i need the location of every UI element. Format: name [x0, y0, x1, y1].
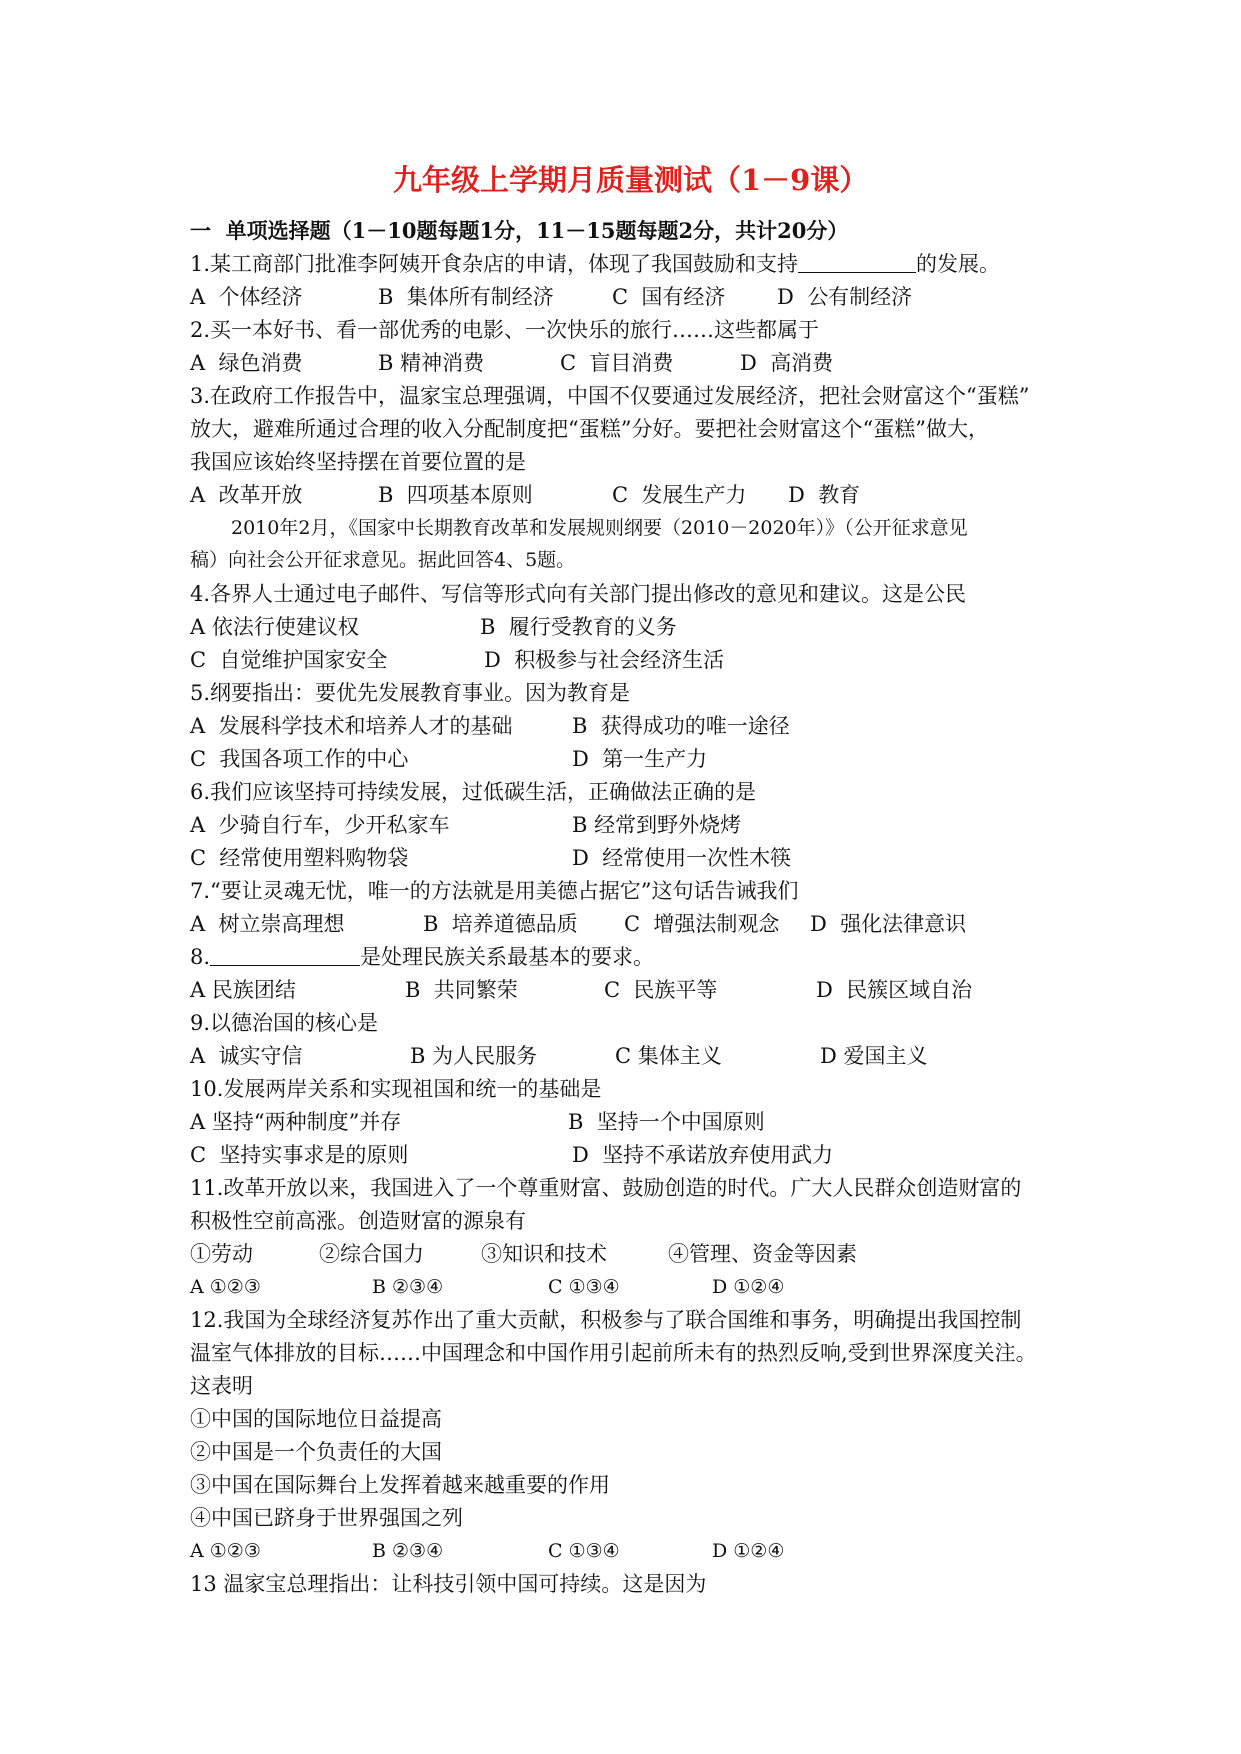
question-4-stem: 4.各界人士通过电子邮件、写信等形式向有关部门提出修改的意见和建议。这是公民: [190, 582, 967, 606]
option-10d: D 坚持不承诺放弃使用武力: [572, 1143, 834, 1167]
option-1b: B 集体所有制经济: [378, 285, 554, 309]
question-11-stem: 积极性空前高涨。创造财富的源泉有: [190, 1209, 526, 1233]
option-6b: B 经常到野外烧烤: [572, 813, 742, 837]
question-1-stem-end: 的发展。: [916, 252, 1001, 276]
option-3b: B 四项基本原则: [378, 483, 533, 507]
option-3c: C 发展生产力: [612, 483, 747, 507]
option-5c: C 我国各项工作的中心: [190, 747, 409, 771]
option-5d: D 第一生产力: [572, 747, 708, 771]
option-9d: D 爱国主义: [820, 1044, 928, 1068]
option-1d: D 公有制经济: [777, 285, 913, 309]
statement-12-1: ①中国的国际地位日益提高: [190, 1407, 442, 1431]
question-3-stem: 放大，避难所通过合理的收入分配制度把“蛋糕”分好。要把社会财富这个“蛋糕”做大，: [190, 417, 989, 441]
option-10a: A 坚持“两种制度”并存: [190, 1110, 402, 1134]
option-12d: D ①②④: [712, 1540, 785, 1562]
question-8-number: 8.: [190, 945, 211, 969]
page-title: 九年级上学期月质量测试（1－9课）: [393, 163, 869, 197]
question-12-stem: 12.我国为全球经济复苏作出了重大贡献，积极参与了联合国维和事务，明确提出我国控制: [190, 1308, 1022, 1332]
option-9b: B 为人民服务: [410, 1044, 538, 1068]
option-4b: B 履行受教育的义务: [480, 615, 677, 639]
option-4c: C 自觉维护国家安全: [190, 648, 388, 672]
statement-12-3: ③中国在国际舞台上发挥着越来越重要的作用: [190, 1473, 610, 1497]
option-5a: A 发展科学技术和培养人才的基础: [190, 714, 513, 738]
question-6-stem: 6.我们应该坚持可持续发展，过低碳生活，正确做法正确的是: [190, 780, 757, 804]
option-1a: A 个体经济: [190, 285, 303, 309]
answer-blank: [210, 943, 360, 966]
question-12-stem: 这表明: [190, 1374, 253, 1398]
question-7-stem: 7.“要让灵魂无忧，唯一的方法就是用美德占据它”这句话告诫我们: [190, 879, 799, 903]
option-11d: D ①②④: [712, 1276, 785, 1298]
option-3d: D 教育: [788, 483, 861, 507]
question-2-stem: 2.买一本好书、看一部优秀的电影、一次快乐的旅行……这些都属于: [190, 318, 820, 342]
statement-12-2: ②中国是一个负责任的大国: [190, 1440, 442, 1464]
statement-12-4: ④中国已跻身于世界强国之列: [190, 1506, 463, 1530]
answer-blank: [798, 250, 916, 273]
option-7d: D 强化法律意识: [810, 912, 967, 936]
question-8: [190, 943, 654, 971]
question-8-stem: 是处理民族关系最基本的要求。: [360, 945, 655, 969]
option-8a: A 民族团结: [190, 978, 296, 1002]
option-8c: C 民族平等: [604, 978, 718, 1002]
option-1c: C 国有经济: [612, 285, 726, 309]
option-6c: C 经常使用塑料购物袋: [190, 846, 409, 870]
option-10c: C 坚持实事求是的原则: [190, 1143, 409, 1167]
material-paragraph: 2010年2月，《国家中长期教育改革和发展规则纲要（2010－2020年）》（公开征求意见: [231, 517, 968, 539]
option-12b: B ②③④: [372, 1540, 444, 1562]
option-11b: B ②③④: [372, 1276, 444, 1298]
question-5-stem: 5.纲要指出：要优先发展教育事业。因为教育是: [190, 681, 631, 705]
material-paragraph: 稿）向社会公开征求意见。据此回答4、5题。: [190, 549, 576, 571]
question-10-stem: 10.发展两岸关系和实现祖国和统一的基础是: [190, 1077, 602, 1101]
option-5b: B 获得成功的唯一途径: [572, 714, 790, 738]
question-13-stem: 13 温家宝总理指出：让科技引领中国可持续。这是因为: [190, 1572, 707, 1596]
option-6d: D 经常使用一次性木筷: [572, 846, 792, 870]
option-8d: D 民簇区域自治: [816, 978, 973, 1002]
option-9c: C 集体主义: [615, 1044, 722, 1068]
statement-11-4: ④管理、资金等因素: [668, 1242, 857, 1266]
option-7a: A 树立崇高理想: [190, 912, 345, 936]
question-1-stem: 1.某工商部门批准李阿姨开食杂店的申请，体现了我国鼓励和支持: [190, 252, 799, 276]
option-11c: C ①③④: [548, 1276, 620, 1298]
option-2c: C 盲目消费: [560, 351, 674, 375]
option-12c: C ①③④: [548, 1540, 620, 1562]
option-2a: A 绿色消费: [190, 351, 303, 375]
section-heading: 一 单项选择题（1－10题每题1分，11－15题每题2分，共计20分）: [190, 218, 849, 243]
statement-11-1: ①劳动: [190, 1242, 253, 1266]
option-4a: A 依法行使建议权: [190, 615, 359, 639]
option-9a: A 诚实守信: [190, 1044, 303, 1068]
option-6a: A 少骑自行车，少开私家车: [190, 813, 450, 837]
statement-11-3: ③知识和技术: [481, 1242, 607, 1266]
option-4d: D 积极参与社会经济生活: [484, 648, 725, 672]
option-2b: B 精神消费: [378, 351, 485, 375]
question-12-stem: 温室气体排放的目标……中国理念和中国作用引起前所未有的热烈反响,受到世界深度关注。: [190, 1341, 1037, 1365]
option-2d: D 高消费: [740, 351, 834, 375]
option-12a: A ①②③: [190, 1540, 261, 1562]
question-1: [190, 250, 1000, 278]
option-10b: B 坚持一个中国原则: [568, 1110, 765, 1134]
question-3-stem: 我国应该始终坚持摆在首要位置的是: [190, 450, 526, 474]
option-7c: C 增强法制观念: [624, 912, 780, 936]
option-7b: B 培养道德品质: [423, 912, 578, 936]
statement-11-2: ②综合国力: [319, 1242, 424, 1266]
question-11-stem: 11.改革开放以来，我国进入了一个尊重财富、鼓励创造的时代。广大人民群众创造财富的: [190, 1176, 1022, 1200]
option-3a: A 改革开放: [190, 483, 303, 507]
question-9-stem: 9.以德治国的核心是: [190, 1011, 379, 1035]
option-11a: A ①②③: [190, 1276, 261, 1298]
question-3-stem: 3.在政府工作报告中，温家宝总理强调，中国不仅要通过发展经济，把社会财富这个“蛋糕”: [190, 384, 1030, 408]
option-8b: B 共同繁荣: [405, 978, 518, 1002]
